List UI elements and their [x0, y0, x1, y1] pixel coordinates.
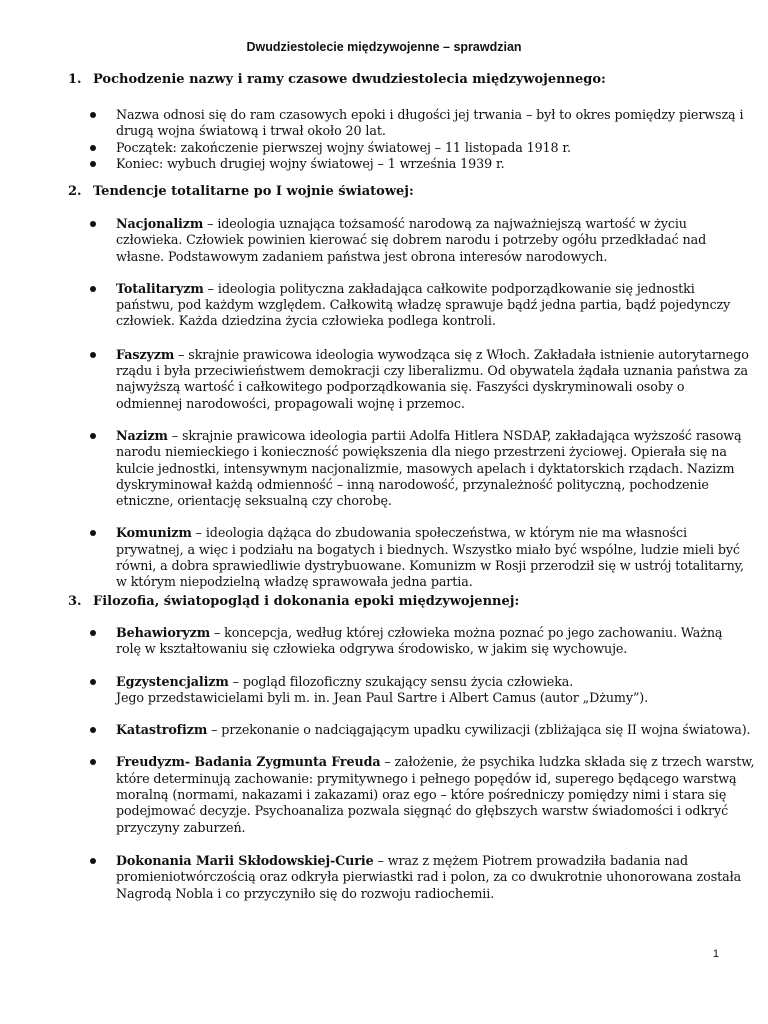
item-line: kulcie jednostki, intensywnym nacjonalizmie, masowych apelach i dyktatorskich rządach. Nazizm — [116, 460, 735, 476]
bullet-icon — [90, 679, 96, 685]
item-line: promieniotwórczością oraz odkryła pierwiastki rad i polon, za co dwukrotnie uhonorowana została — [116, 869, 742, 885]
section-1-list — [68, 107, 744, 172]
list-item — [68, 525, 744, 590]
item-line: Początek: zakończenie pierwszej wojny światowej – 11 listopada 1918 r. — [116, 139, 571, 155]
list-item — [68, 346, 749, 412]
bullet-icon — [90, 858, 96, 864]
item-line: najwyższą wartość i całkowitego podporządkowania się. Faszyści dyskryminowali osoby o — [116, 379, 685, 395]
item-line — [116, 754, 755, 770]
bullet-icon — [90, 112, 96, 118]
item-line: prywatnej, a więc i podziału na bogatych i biednych. Wszystko miało być wspólne, ludzie mieli być — [116, 541, 740, 557]
item-term: Egzystencjalizm — [116, 673, 229, 689]
section-2-list — [68, 216, 749, 591]
bullet-icon — [90, 221, 96, 227]
item-line: rządu i była przeciwieństwem demokracji czy liberalizmu. Od obywatela żądała uznania państwa za — [116, 363, 749, 379]
item-line: równi, a dobra sprawiedliwie dystrybuowane. Komunizm w Rosji przerodził się w ustrój totalitarny, — [116, 558, 744, 574]
item-line: odmiennej narodowości, propagowali wojnę i przemoc. — [116, 395, 465, 411]
item-text: – ideologia dążąca do zbudowania społeczeństwa, w którym nie ma własności — [191, 525, 687, 541]
section-heading-1 — [68, 72, 728, 88]
list-item — [68, 156, 728, 172]
list-item — [68, 280, 731, 330]
section-number: 1. — [68, 72, 82, 87]
item-line: które determinują zachowanie: prymitywnego i pełnego popędów id, superego będącego warstwą — [116, 770, 737, 786]
item-line: podejmować decyzje. Psychoanaliza pozwala sięgnąć do głębszych warstw świadomości i odkryć — [116, 803, 729, 819]
bullet-icon — [90, 433, 96, 439]
bullet-icon — [90, 145, 96, 151]
item-line: własne. Podstawowym zadaniem państwa jest obrona interesów narodowych. — [116, 248, 608, 264]
list-item — [68, 107, 744, 140]
item-line — [116, 625, 728, 641]
item-line — [116, 216, 728, 232]
item-term: Nazizm — [116, 427, 168, 443]
list-item — [68, 216, 728, 265]
section-heading-text: Tendencje totalitarne po I wojnie światowej: — [93, 184, 414, 199]
item-line: dyskryminował każdą odmienność – inną narodowość, przynależność polityczną, pochodzenie — [116, 476, 709, 492]
item-line: państwu, pod każdym względem. Całkowitą władzę sprawuje bądź jedna partia, bądź pojedynczy — [116, 297, 731, 313]
item-text: – pogląd filozoficzny szukający sensu życia człowieka. — [228, 673, 574, 689]
section-number: 3. — [68, 594, 82, 609]
item-text: – skrajnie prawicowa ideologia wywodząca się z Włoch. Zakładała istnienie autorytarnego — [174, 346, 749, 362]
item-line — [116, 281, 728, 297]
item-line — [116, 427, 742, 444]
item-line: Jego przedstawicielami byli m. in. Jean Paul Sartre i Albert Camus (autor „Dżumy”). — [116, 689, 649, 705]
item-text: – koncepcja, według której człowieka można poznać po jego zachowaniu. Ważną — [210, 625, 723, 640]
item-line: człowieka. Człowiek powinien kierować się dobrem narodu i potrzeby ogółu przedkładać nad — [116, 232, 707, 248]
item-text: – wraz z mężem Piotrem prowadziła badania nad — [373, 852, 688, 868]
list-item — [68, 852, 742, 902]
item-line: etniczne, orientację seksualną czy chorobę. — [116, 493, 392, 509]
bullet-icon — [90, 286, 96, 292]
item-term: Totalitaryzm — [116, 280, 204, 296]
item-line: moralną (normami, nakazami i zakazami) oraz ego – które pośredniczy pomiędzy nimi i stara się — [116, 787, 727, 803]
item-line: Nazwa odnosi się do ram czasowych epoki i długości jej trwania – był to okres pomiędzy pierwszą i — [116, 107, 744, 122]
item-line — [116, 722, 751, 738]
page-number: 1 — [712, 948, 719, 960]
section-3-list — [68, 625, 755, 902]
list-item — [68, 722, 751, 738]
bullet-icon — [90, 630, 96, 636]
section-heading-3 — [68, 594, 728, 610]
bullet-icon — [90, 530, 96, 536]
bullet-icon — [90, 161, 96, 167]
item-text: – skrajnie prawicowa ideologia partii Adolfa Hitlera NSDAP, zakładająca wyższość rasową — [167, 427, 742, 443]
item-line: drugą wojna światową i trwał około 20 lat. — [116, 123, 386, 139]
item-line: rolę w kształtowaniu się człowieka odgrywa środowisko, w jakim się wychowuje. — [116, 641, 628, 657]
document-title: Dwudziestolecie międzywojenne – sprawdzian — [246, 40, 522, 54]
bullet-icon — [90, 759, 96, 765]
item-term: Freudyzm- Badania Zygmunta Freuda — [116, 754, 381, 770]
section-heading-text: Pochodzenie nazwy i ramy czasowe dwudziestolecia międzywojennego: — [93, 72, 606, 87]
list-item — [68, 427, 742, 509]
item-line: narodu niemieckiego i konieczność powiększenia dla niego przestrzeni życiowej. Opierała się na — [116, 444, 727, 460]
item-line: przyczyny zaburzeń. — [116, 819, 246, 835]
list-item — [68, 674, 728, 707]
item-term: Dokonania Marii Skłodowskiej-Curie — [116, 852, 374, 868]
item-line: w którym niepodzielną władzę sprawowała jedna partia. — [116, 574, 473, 590]
item-text: – ideologia uznająca tożsamość narodową za najważniejszą wartość w życiu — [203, 216, 687, 231]
item-term: Komunizm — [116, 525, 192, 541]
item-line: Koniec: wybuch drugiej wojny światowej – 1 września 1939 r. — [116, 155, 505, 171]
section-heading-text: Filozofia, światopogląd i dokonania epoki międzywojennej: — [93, 594, 520, 609]
item-line: człowiek. Każda dziedzina życia człowieka podlega kontroli. — [116, 313, 496, 329]
list-item — [68, 754, 755, 835]
item-line: Nagrodą Nobla i co przyczyniło się do rozwoju radiochemii. — [116, 885, 495, 901]
section-heading-2 — [68, 184, 728, 200]
bullet-icon — [90, 727, 96, 733]
item-term: Behawioryzm — [116, 625, 211, 640]
item-line — [116, 346, 749, 363]
list-item — [68, 140, 728, 156]
item-line — [116, 674, 728, 690]
item-term: Nacjonalizm — [116, 216, 204, 231]
item-term: Katastrofizm — [116, 722, 208, 738]
item-line — [116, 525, 728, 541]
item-term: Faszyzm — [116, 346, 175, 362]
item-line — [116, 853, 728, 869]
bullet-icon — [90, 352, 96, 358]
item-text: – przekonanie o nadciągającym upadku cywilizacji (zbliżająca się II wojna światowa). — [207, 722, 751, 738]
list-item — [68, 625, 728, 658]
item-text: – ideologia polityczna zakładająca całkowite podporządkowanie się jednostki — [203, 280, 695, 296]
item-text: – założenie, że psychika ludzka składa się z trzech warstw, — [380, 754, 755, 770]
section-number: 2. — [68, 184, 82, 199]
